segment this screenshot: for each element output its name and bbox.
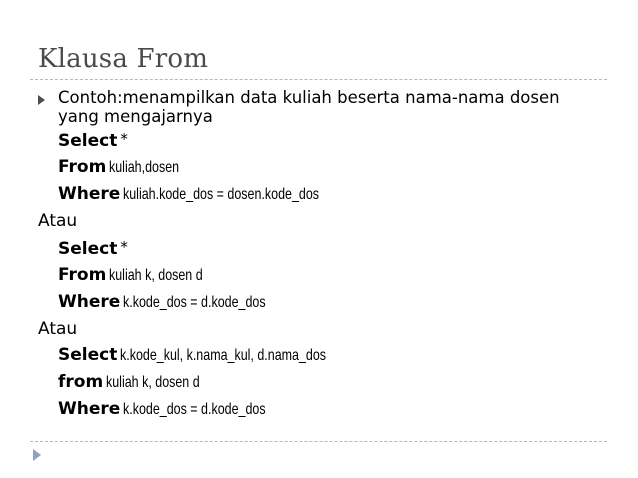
example1-select-line: [38, 126, 598, 154]
triangle-bullet-icon: [38, 95, 45, 105]
example3-from-line: [38, 369, 598, 396]
atau-label-2: Atau: [38, 319, 78, 339]
from-value: kuliah,dosen: [109, 159, 180, 176]
example1-where-line: [38, 181, 598, 208]
from-value: kuliah k, dosen d: [106, 374, 200, 391]
example2-where-line: [38, 289, 598, 316]
where-value: k.kode_dos = d.kode_dos: [123, 401, 266, 418]
example1-from-line: [38, 154, 598, 181]
from-keyword: From: [58, 265, 107, 285]
example3-where-line: [38, 396, 598, 423]
select-keyword: Select: [58, 239, 118, 259]
slide-title: Klausa From: [38, 44, 209, 74]
example2-from-line: [38, 262, 598, 289]
select-value: *: [120, 130, 128, 148]
from-keyword: From: [58, 157, 107, 177]
title-divider: [30, 79, 607, 80]
select-value: *: [120, 238, 128, 256]
where-value: kuliah.kode_dos = dosen.kode_dos: [123, 186, 320, 203]
where-value: k.kode_dos = d.kode_dos: [123, 294, 266, 311]
from-value: kuliah k, dosen d: [109, 267, 203, 284]
intro-bullet: [38, 88, 598, 126]
example3-select-line: [38, 342, 598, 369]
from-keyword: from: [58, 372, 104, 392]
slide-content: [38, 88, 598, 423]
where-keyword: Where: [58, 184, 121, 204]
select-value: k.kode_kul, k.nama_kul, d.nama_dos: [120, 347, 327, 364]
select-keyword: Select: [58, 131, 118, 151]
footer-divider: [30, 441, 607, 442]
intro-text: Contoh:menampilkan data kuliah beserta nama-nama dosen yang mengajarnya: [58, 88, 560, 126]
where-keyword: Where: [58, 292, 121, 312]
example2-select-line: [38, 234, 598, 262]
select-keyword: Select: [58, 345, 118, 365]
where-keyword: Where: [58, 399, 121, 419]
atau-label-1: Atau: [38, 211, 78, 231]
nav-arrow-icon[interactable]: [33, 449, 41, 461]
